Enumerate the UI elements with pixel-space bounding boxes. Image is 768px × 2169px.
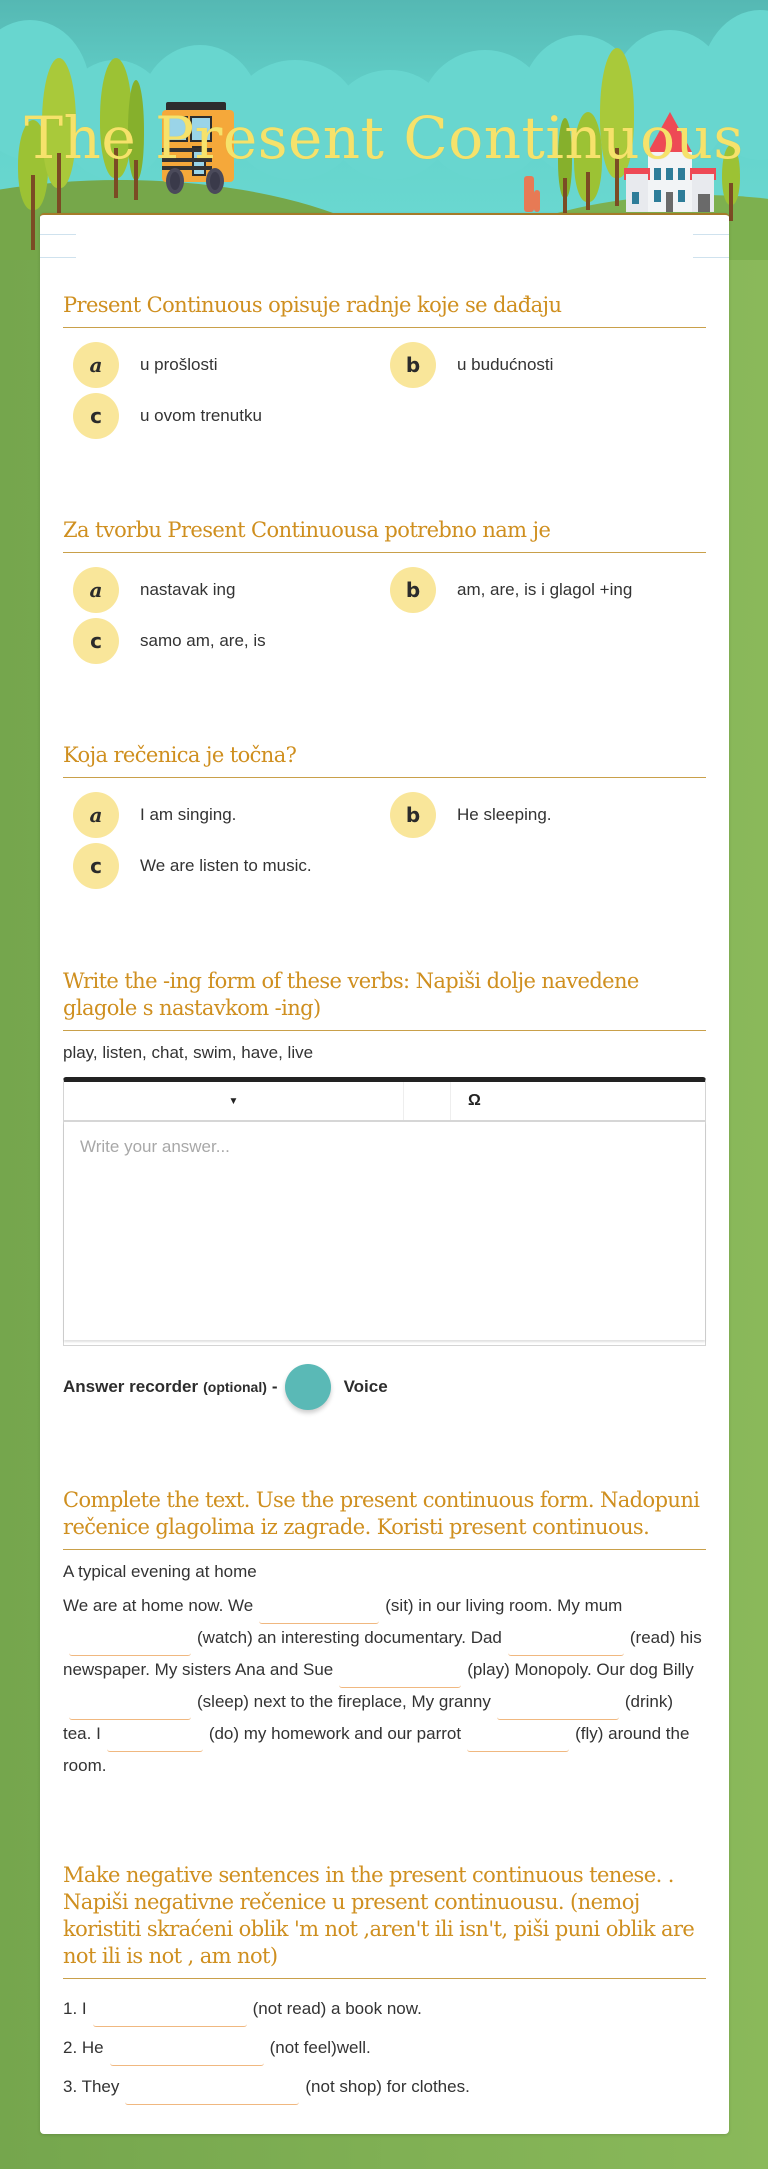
question-title: Complete the text. Use the present continuous form. Nadopuni rečenice glagolima iz zagrade. Koristi present continuous. [63,1487,706,1550]
giraffe-illustration [534,190,540,212]
sentence-prefix: 1. I [63,1999,87,2018]
question-4 [63,968,706,1410]
special-character-button[interactable] [451,1082,705,1120]
option-letter-bubble: a [73,792,119,838]
blank-input-not-shop[interactable] [125,2083,299,2105]
blank-input-sit[interactable] [259,1602,379,1624]
divider [40,234,76,235]
option-label: u ovom trenutku [140,406,262,425]
verb-list: play, listen, chat, swim, have, live [63,1043,314,1062]
option-b[interactable] [390,342,553,388]
sentence-suffix: (not feel)well. [269,2038,371,2057]
text-segment: We are at home now. We [63,1596,254,1615]
blank-input-read[interactable] [508,1634,624,1656]
sentence-row [63,2067,706,2106]
option-letter-bubble: a [73,567,119,613]
sentence-suffix: (not read) a book now. [252,1999,422,2018]
text-segment: (play) Monopoly. Our dog Billy [467,1660,694,1679]
question-1 [63,292,706,452]
option-a[interactable] [73,792,236,838]
sentence-prefix: 3. They [63,2077,120,2096]
text-segment: (read) his newspaper. My sisters Ana and Sue [63,1628,702,1679]
question-2 [63,517,706,677]
option-c[interactable] [73,393,262,439]
answer-recorder [63,1364,706,1410]
blank-input-drink[interactable] [497,1698,619,1720]
blank-input-play[interactable] [339,1666,461,1688]
answer-options [63,342,706,452]
question-6 [63,1862,706,2106]
negative-sentences-list [63,1989,706,2106]
record-voice-button[interactable] [285,1364,331,1410]
option-c[interactable] [73,618,266,664]
option-letter-bubble: b [390,567,436,613]
fill-in-paragraph [63,1592,706,1781]
text-segment: (sleep) next to the fireplace, My granny [197,1692,491,1711]
question-title: Za tvorbu Present Continuousa potrebno nam je [63,517,706,553]
recorder-dash: - [271,1377,278,1396]
option-label: I am singing. [140,805,237,824]
voice-label: Voice [343,1377,388,1396]
blank-input-do[interactable] [107,1730,203,1752]
blank-input-sleep[interactable] [69,1698,191,1720]
editor-toolbar [64,1082,705,1122]
rich-text-editor [63,1077,706,1346]
divider [40,257,76,258]
option-a[interactable] [73,342,217,388]
sentence-row [63,2028,706,2067]
blank-input-not-feel[interactable] [110,2044,264,2066]
text-segment: (watch) an interesting documentary. Dad [197,1628,502,1647]
option-letter-bubble: b [390,792,436,838]
caret-down-icon: ▼ [228,1095,239,1107]
question-5 [63,1487,706,1781]
text-segment: (drink) tea. I [63,1692,674,1743]
recorder-optional-label: (optional) [203,1379,267,1395]
divider [693,234,729,235]
answer-textarea[interactable] [64,1122,705,1340]
answer-options [63,792,706,902]
option-label: He sleeping. [457,805,552,824]
blank-input-not-read[interactable] [93,2005,247,2027]
page-title: The Present Continuous [24,104,744,172]
sentence-suffix: (not shop) for clothes. [305,2077,470,2096]
option-letter-bubble: b [390,342,436,388]
omega-icon: Ω [468,1092,481,1109]
question-3 [63,742,706,902]
option-letter-bubble: c [73,618,119,664]
option-a[interactable] [73,567,235,613]
question-title: Koja rečenica je točna? [63,742,706,778]
question-title: Make negative sentences in the present continuous tenese. . Napiši negativne rečenice u present continuousu. (nemoj koristiti skraćeni oblik 'm not ,aren't ili isn't, piši puni oblik are not ili is not , am not) [63,1862,706,1979]
text-segment: (fly) around the room. [63,1724,690,1775]
option-label: u prošlosti [140,355,218,374]
option-label: u budućnosti [457,355,554,374]
text-subtitle: A typical evening at home [63,1562,257,1581]
sentence-row [63,1989,706,2028]
divider [693,257,729,258]
blank-input-fly[interactable] [467,1730,569,1752]
option-letter-bubble: a [73,342,119,388]
toolbar-button[interactable] [404,1082,451,1120]
sentence-prefix: 2. He [63,2038,104,2057]
option-label: We are listen to music. [140,856,312,875]
option-label: samo am, are, is [140,631,266,650]
option-b[interactable] [390,567,632,613]
option-letter-bubble: c [73,393,119,439]
question-title: Present Continuous opisuje radnje koje se dađaju [63,292,706,328]
option-label: nastavak ing [140,580,236,599]
worksheet-card [40,213,729,2134]
recorder-label: Answer recorder [63,1377,199,1396]
answer-options [63,567,706,677]
option-letter-bubble: c [73,843,119,889]
text-segment: (do) my homework and our parrot [208,1724,462,1743]
question-title: Write the -ing form of these verbs: Napiši dolje navedene glagole s nastavkom -ing) [63,968,706,1031]
option-label: am, are, is i glagol +ing [457,580,633,599]
text-segment: (sit) in our living room. My mum [385,1596,623,1615]
option-c[interactable] [73,843,312,889]
format-dropdown[interactable] [64,1082,404,1120]
giraffe-illustration [524,176,534,212]
option-b[interactable] [390,792,552,838]
blank-input-watch[interactable] [69,1634,191,1656]
